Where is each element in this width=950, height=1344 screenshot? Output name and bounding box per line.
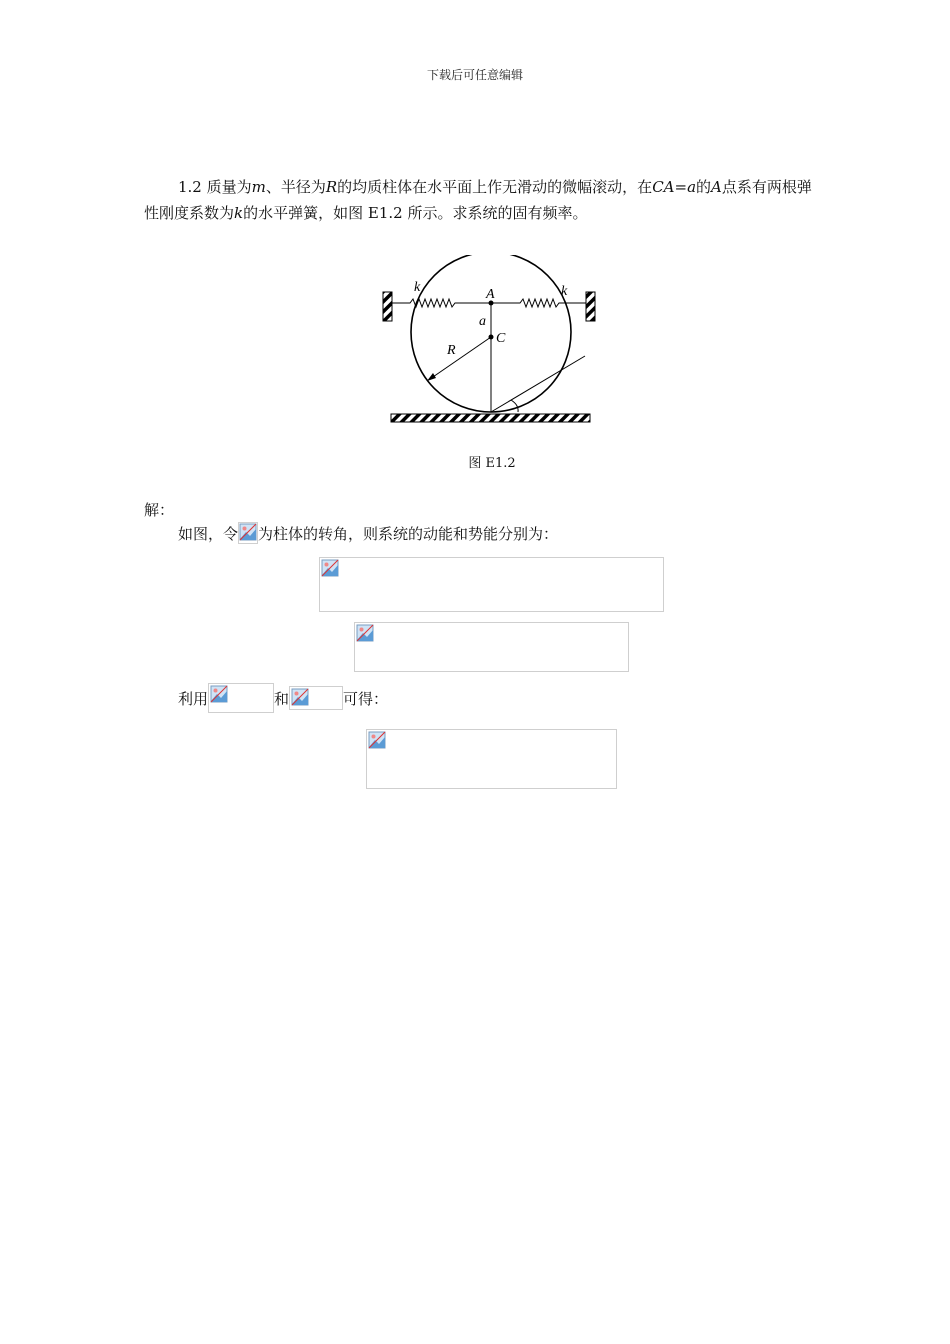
label-k-right: k xyxy=(561,284,568,299)
broken-image-icon xyxy=(321,559,339,577)
inline-image-theta xyxy=(238,522,258,544)
angle-line xyxy=(491,356,585,412)
radius-line xyxy=(430,337,491,379)
solution-line-1: 如图，令 为柱体的转角，则系统的动能和势能分别为： xyxy=(178,522,558,544)
page-header: 下载后可任意编辑 xyxy=(426,68,523,82)
equation-image-frequency xyxy=(366,729,617,789)
figure-caption: 图 E1.2 xyxy=(468,456,516,471)
equation-image-potential xyxy=(354,622,629,672)
figure-cylinder-springs xyxy=(378,255,600,430)
solution-line-2: 利用 和 可得： xyxy=(178,683,388,713)
inline-image-condition-2 xyxy=(289,686,343,710)
label-R: R xyxy=(447,343,456,358)
problem-statement: 1.2 质量为m、半径为R的均质柱体在水平面上作无滑动的微幅滚动，在CA=a的A点系有两根弹性刚度系数为k的水平弹簧，如图 E1.2 所示。求系统的固有频率。 xyxy=(144,178,812,222)
left-spring xyxy=(392,299,491,307)
label-a: a xyxy=(479,314,486,329)
left-wall xyxy=(383,292,392,321)
angle-arc xyxy=(511,400,518,412)
label-C: C xyxy=(496,331,506,346)
broken-image-icon xyxy=(239,523,257,541)
inline-image-condition-1 xyxy=(208,683,274,713)
radius-arrowhead xyxy=(427,373,436,381)
broken-image-icon xyxy=(368,731,386,749)
right-wall xyxy=(586,292,595,321)
right-spring xyxy=(491,299,586,307)
solution-heading: 解： xyxy=(144,501,175,519)
ground xyxy=(391,414,590,422)
label-k-left: k xyxy=(414,280,421,295)
broken-image-icon xyxy=(356,624,374,642)
equation-image-kinetic xyxy=(319,557,664,612)
label-A: A xyxy=(486,287,495,302)
broken-image-icon xyxy=(291,688,309,706)
broken-image-icon xyxy=(210,685,228,703)
